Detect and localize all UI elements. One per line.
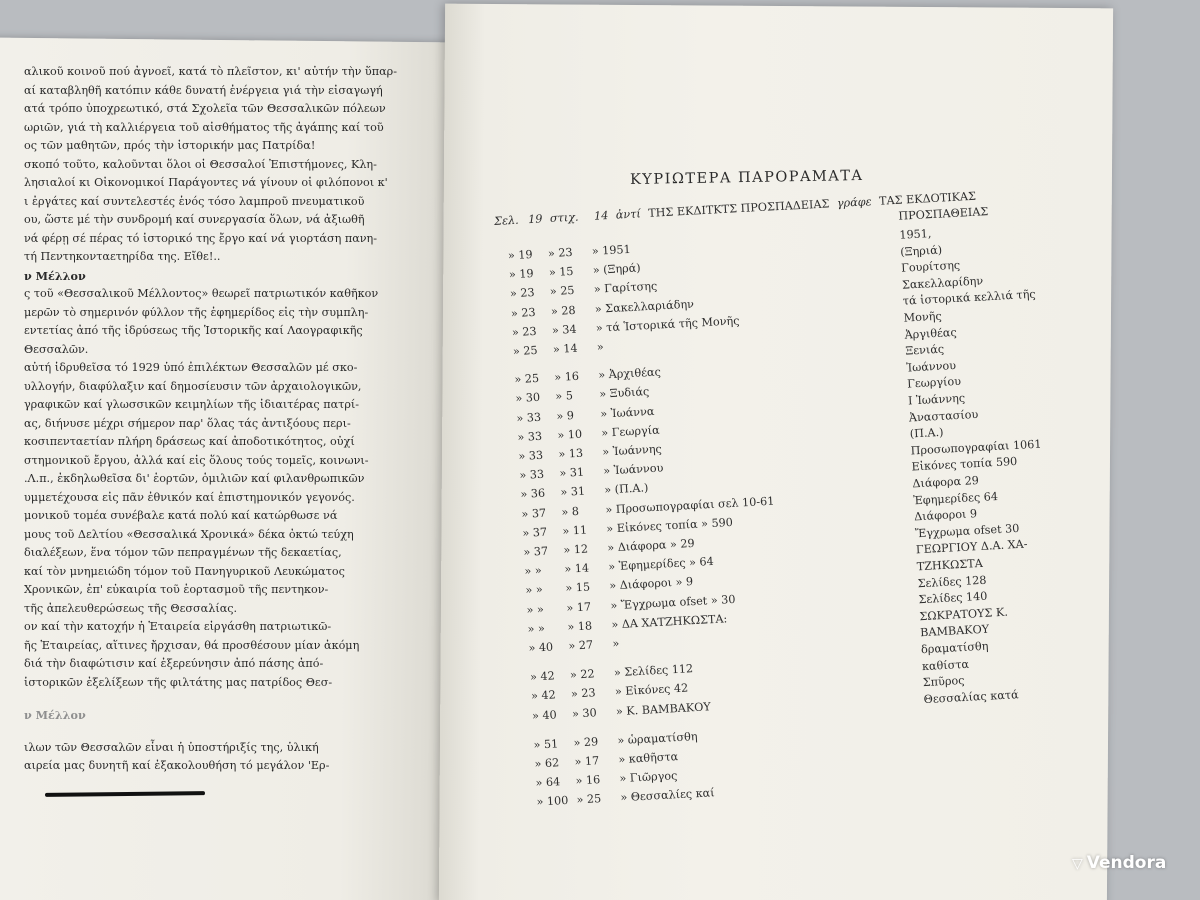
errata-line: » 14 — [564, 561, 590, 576]
errata-wrong: » ΔΑ ΧΑΤΖΗΚΩΣΤΑ: — [611, 612, 728, 632]
text-line: ας, διήνυσε μέχρι σήμερον παρ' ὅλας τάς ἀντιξόους περι- — [24, 416, 351, 430]
errata-row — [504, 404, 655, 428]
text-line: διαλέξεων, ἕνα τόμον τῶν πεπραγμένων τῆς δεκαετίας, — [24, 546, 342, 559]
errata-page: » 62 — [534, 756, 560, 771]
errata-page: » 37 — [521, 506, 547, 521]
errata-row — [498, 279, 658, 304]
errata-page: » 33 — [517, 429, 543, 444]
errata-page: » 42 — [529, 669, 555, 684]
errata-page: » 19 — [508, 267, 534, 282]
errata-page: » 51 — [533, 737, 559, 752]
errata-wrong: » (Π.Α.) — [604, 481, 649, 497]
errata-page: » 23 — [510, 305, 536, 320]
errata-page: » 25 — [514, 372, 540, 387]
errata-correct: Ι Ἰωάννης — [907, 391, 966, 408]
errata-wrong: » Εἰκόνες τοπία » 590 — [606, 515, 734, 536]
text-line: ωριῶν, γιά τὴ καλλιέργεια τοῦ αἰσθήματος τῆς ἀγάπης καί τοῦ — [24, 120, 384, 134]
errata-wrong: » Ξυδιάς — [598, 385, 650, 402]
errata-correct: Ἰωάννου — [906, 358, 957, 375]
errata-line: » 22 — [569, 667, 595, 682]
text-line: ῆς Ἑταιρείας, αἵτινες ἤρχισαν, θά προσθέσουν μίαν ἀκόμη — [24, 638, 360, 652]
text-line: ου, ὥστε μέ τὴν συνδρομή καί συνεργασία ὅλων, νά ἀξιωθῆ — [24, 213, 365, 226]
errata-line: » 11 — [562, 523, 588, 538]
errata-line: » 29 — [573, 735, 599, 750]
header-line: 14 — [593, 208, 609, 223]
text-line: ον καί τὴν κατοχήν ἡ Ἑταιρεία εἰργάσθη πατριωτικῶ- — [24, 620, 332, 633]
header-right-2: ΠΡΟΣΠΑΘΕΙΑΣ — [898, 205, 989, 223]
section-heading: ν Μέλλον — [24, 708, 86, 722]
errata-correct: Μονῆς — [903, 309, 943, 325]
errata-wrong: » Γεωργία — [600, 423, 660, 440]
errata-correct: Διάφορα 29 — [912, 473, 980, 491]
text-line: καί τὸν μνημειώδη τόμον τοῦ Πανηγυρικοῦ Λευκώματος — [24, 564, 345, 578]
text-line: σκοπό τοῦτο, καλοῦνται ὅλοι οἱ Θεσσαλοί Ἐπιστήμονες, Κλη- — [24, 157, 377, 171]
errata-correct: Θεσσαλίας κατά — [923, 687, 1019, 706]
errata-row — [516, 637, 620, 658]
errata-correct: καθίστα — [921, 657, 970, 673]
errata-correct: τά ἱστορικά κελλιά τῆς — [902, 288, 1036, 309]
header-wrong: ΤΗΣ ΕΚΔΙΤΚΤΣ ΠΡΟΣΠΑΔΕΙΑΣ — [647, 197, 830, 220]
errata-wrong: » Σακελλαριάδην — [594, 297, 695, 316]
errata-correct: (Ξηριά) — [899, 243, 943, 259]
errata-wrong: » 1951 — [591, 242, 631, 258]
errata-line: » 25 — [549, 284, 575, 299]
errata-page: » 37 — [523, 544, 549, 559]
text-line: αί καταβληθῆ κατόπιν κάθε δυνατή ἐνέργεια γιά τὴν εἰσαγωγή — [24, 83, 383, 97]
errata-page: » 23 — [511, 324, 537, 339]
errata-wrong: » Γιῶργος — [619, 769, 678, 786]
errata-line: » 23 — [570, 686, 596, 701]
errata-wrong: » τά Ἱστορικά τῆς Μονῆς — [595, 314, 740, 335]
errata-wrong: » Ἰωάννα — [599, 404, 655, 421]
text-line: εντετίας ἀπό τῆς ἱδρύσεως τῆς Ἱστορικῆς καί Λαογραφικῆς — [24, 324, 363, 337]
left-page-text — [24, 63, 464, 776]
errata-page: » 40 — [528, 640, 554, 655]
errata-row — [510, 515, 734, 543]
text-line: στημονικοῦ ἔργου, ἀλλά καί εἰς ὅλους τούς τομεῖς, κοινωνι- — [24, 453, 369, 467]
text-line: αλικοῦ κοινοῦ πού ἀγνοεῖ, κατά τὸ πλεῖστον, κι' αὐτήν τὴν ὕπαρ- — [24, 65, 398, 78]
text-line — [24, 725, 464, 739]
text-line: μους τοῦ Δελτίου «Θεσσαλικά Χρονικά» δέκα ὀκτώ τεύχη — [24, 527, 354, 541]
errata-row — [496, 242, 631, 266]
errata-correct: Ἀναστασίου — [908, 407, 979, 425]
text-line: λησιαλοί κι Οἰκονομικοί Παράγοντες νά γίνουν οἱ φιλόπονοι κ' — [24, 176, 388, 189]
errata-line: » 28 — [550, 303, 576, 318]
errata-wrong: » Σελίδες 112 — [613, 662, 694, 680]
vendora-logo-icon: ▽ — [1072, 856, 1083, 872]
errata-wrong: » ὡραματίσθη — [617, 729, 698, 748]
errata-table — [493, 172, 1061, 809]
errata-line: » 8 — [561, 504, 580, 519]
errata-page: » » — [524, 564, 543, 579]
text-line: Χρονικῶν, ἐπ' εὐκαιρία τοῦ ἑορτασμοῦ τῆς πεντηκον- — [24, 583, 329, 596]
errata-row — [508, 481, 649, 505]
errata-page: » 33 — [516, 410, 542, 425]
errata-correct: Σπῦρος — [922, 674, 965, 690]
errata-correct: Γουρίτσης — [900, 258, 961, 275]
errata-correct: Προσωπογραφίαι 1061 — [910, 437, 1042, 458]
header-stix: στιχ. — [549, 210, 579, 226]
errata-line: » 15 — [548, 265, 574, 280]
errata-line: » 10 — [557, 427, 583, 442]
header-grafe: γράφε — [836, 195, 872, 210]
errata-row — [513, 575, 694, 601]
errata-line: » 12 — [563, 542, 589, 557]
text-line: Θεσσαλῶν. — [24, 342, 89, 356]
errata-page: » » — [527, 621, 546, 636]
errata-row — [515, 612, 728, 639]
errata-wrong: » Προσωπογραφίαι σελ 10-61 — [605, 494, 775, 517]
errata-correct: Διάφοροι 9 — [913, 507, 978, 524]
errata-correct: ΣΩΚΡΑΤΟΥΣ Κ. — [919, 605, 1009, 624]
errata-line: » 13 — [558, 446, 584, 461]
errata-row — [511, 536, 695, 563]
text-line: μερῶν τὸ σημερινόν φύλλον τῆς ἐφημερίδος εἰς τὴν συμπλη- — [24, 305, 369, 319]
errata-line: » 25 — [576, 792, 602, 807]
errata-wrong: » Ἰωάννου — [603, 461, 664, 478]
errata-line: » 18 — [567, 619, 593, 634]
header-anti: ἀντί — [615, 207, 642, 222]
errata-correct: Γεωργίου — [906, 375, 962, 391]
header-sel: Σελ. — [493, 213, 519, 228]
errata-line: » 17 — [566, 600, 592, 615]
text-line: κοσιπενταετίαν πλήρη δράσεως καί ἀποδοτικότητος, οὐχί — [24, 435, 355, 448]
watermark-text: Vendora — [1086, 853, 1167, 873]
errata-row — [507, 461, 664, 486]
errata-row — [520, 699, 711, 726]
errata-wrong: » — [612, 637, 620, 651]
errata-wrong: » Διάφορα » 29 — [607, 536, 695, 555]
errata-page: » 30 — [515, 391, 541, 406]
errata-wrong: » Ἰωάννης — [602, 442, 663, 459]
errata-line: » 34 — [551, 322, 577, 337]
errata-line: » 23 — [547, 245, 573, 261]
text-line: ος τῶν μαθητῶν, πρός τὴν ἱστορικήν μας Πατρίδα! — [24, 139, 316, 152]
errata-wrong: » Θεσσαλίες καί — [620, 786, 715, 805]
errata-row — [501, 340, 605, 362]
errata-wrong: » Γαρίτσης — [593, 279, 658, 297]
text-line: γραφικῶν καί γλωσσικῶν κειμηλίων τῆς ἰδιαιτέρας πατρί- — [24, 398, 360, 411]
text-line: ατά τρόπο ὑποχρεωτικό, στά Σχολεῖα τῶν Θεσσαλικῶν πόλεων — [24, 102, 386, 115]
errata-row — [502, 365, 662, 390]
errata-row — [506, 442, 663, 467]
text-line: μονικοῦ τομέα συνέβαλε κατά πολύ καί κατώρθωσε νά — [24, 509, 338, 522]
text-line: ι ἐργάτες καί συντελεστές ἑνός τόσο λαμπροῦ πνευματικοῦ — [24, 194, 365, 208]
text-line — [24, 692, 464, 706]
errata-row — [518, 662, 694, 688]
errata-correct: δραματίσθη — [920, 639, 989, 657]
errata-row — [500, 314, 740, 343]
errata-correct: ΓΕΩΡΓΙΟΥ Δ.Α. ΧΑ- — [915, 537, 1028, 557]
errata-wrong: » — [596, 340, 605, 354]
errata-line: » 15 — [565, 580, 591, 596]
text-line: αὐτή ἱδρυθεῖσα τό 1929 ὑπό ἐπιλέκτων Θεσσαλῶν μέ σκο- — [24, 361, 358, 374]
errata-row — [505, 423, 660, 447]
text-line: αιρεία μας δυνητῆ καί ἐξακολουθήση τό μεγάλον 'Ερ- — [24, 759, 330, 772]
errata-correct: Ἀργιθέας — [904, 325, 957, 342]
errata-correct: (Π.Α.) — [909, 425, 944, 441]
errata-row — [499, 297, 695, 323]
errata-correct: ΒΑΜΒΑΚΟΥ — [919, 623, 990, 640]
errata-page: » 37 — [522, 525, 548, 540]
errata-wrong: » Διάφοροι » 9 — [609, 575, 694, 593]
errata-page: » 100 — [536, 794, 569, 809]
errata-line: » 5 — [555, 389, 574, 404]
errata-page: » 33 — [518, 448, 544, 464]
errata-page: » 19 — [507, 248, 533, 263]
errata-page: » 25 — [512, 343, 538, 359]
errata-page: » 40 — [531, 707, 557, 723]
errata-page: » » — [526, 602, 545, 617]
errata-line: » 30 — [571, 705, 597, 721]
errata-page: » 42 — [530, 688, 556, 704]
header-right-1: ΤΑΣ ΕΚΔΟΤΙΚΑΣ — [878, 189, 977, 208]
section-heading: ν Μέλλον — [24, 268, 86, 283]
errata-wrong: » Κ. ΒΑΜΒΑΚΟΥ — [615, 699, 711, 718]
errata-correct: ΤΖΗΚΩΣΤΑ — [916, 556, 984, 574]
errata-wrong: » καθῆστα — [618, 750, 679, 767]
errata-wrong: » Ἐφημερίδες » 64 — [608, 555, 715, 574]
text-line: .Λ.π., ἐκδηλωθεῖσα δι' ἑορτῶν, ὁμιλιῶν καί φιλανθρωπικῶν — [24, 472, 365, 485]
errata-page: » 36 — [520, 487, 546, 502]
text-line: τῆς ἀπελευθερώσεως τῆς Θεσσαλίας. — [24, 601, 238, 615]
errata-wrong: » Ἀρχιθέας — [597, 365, 662, 382]
errata-line: » 14 — [552, 341, 578, 357]
text-line: τή Πεντηκονταετηρίδα της. Εἴθε!.. — [24, 250, 221, 263]
errata-wrong: » Ἔγχρωμα ofset » 30 — [610, 592, 736, 612]
errata-line: » 31 — [559, 465, 585, 481]
errata-correct: Σακελλαρίδην — [901, 274, 984, 292]
errata-correct: Εἰκόνες τοπία 590 — [911, 455, 1018, 474]
errata-row — [514, 592, 736, 620]
errata-correct: Σελίδες 128 — [917, 573, 987, 590]
errata-line: » 16 — [554, 369, 580, 385]
errata-page: » » — [525, 583, 544, 598]
errata-correct: Ἔγχρωμα ofset 30 — [914, 521, 1020, 541]
errata-wrong: » Εἰκόνες 42 — [614, 681, 689, 699]
errata-row — [503, 385, 650, 409]
text-line: υλλογήν, διαφύλαξιν καί δημοσίευσιν τῶν ἀρχαιολογικῶν, — [24, 379, 362, 393]
watermark — [1072, 853, 1166, 873]
text-line: υμμετέχουσα εἰς πᾶν ἐθνικόν καί ἐπιστημονικόν γεγονός. — [24, 490, 355, 504]
errata-line: » 17 — [574, 754, 600, 769]
errata-page: » 33 — [519, 467, 545, 483]
text-line: ς τοῦ «Θεσσαλικοῦ Μέλλοντος» θεωρεῖ πατριωτικόν καθῆκον — [24, 287, 379, 300]
text-line: διά τὴν διαφώτισιν καί ἐξερεύνησιν ἀπό πάσης ἀπό- — [24, 657, 324, 670]
errata-page: » 64 — [535, 775, 561, 790]
errata-line: » 16 — [575, 773, 601, 788]
errata-correct: Ξενιάς — [905, 342, 945, 358]
errata-correct: Σελίδες 140 — [918, 589, 988, 607]
errata-title: ΚΥΡΙΩΤΕΡΑ ΠΑΡΟΡΑΜΑΤΑ — [629, 167, 864, 189]
errata-correct: 1951, — [899, 227, 932, 242]
text-line: νά φέρῃ σέ πέρας τό ἱστορικό της ἔργο καί νά γιορτάση πανη- — [24, 231, 378, 245]
header-page: 19 — [527, 212, 543, 227]
errata-row — [497, 261, 641, 285]
errata-row — [512, 555, 715, 582]
errata-line: » 9 — [556, 408, 575, 423]
errata-wrong: » (Ξηρά) — [592, 261, 641, 278]
text-line: ἱστορικῶν ἐξελίξεων τῆς φιλτάτης μας πατρίδος Θεσ- — [24, 675, 333, 689]
errata-line: » 27 — [568, 638, 594, 653]
errata-row — [519, 681, 689, 707]
errata-line: » 31 — [560, 484, 586, 500]
errata-page: » 23 — [509, 286, 535, 301]
text-line: ιλων τῶν Θεσσαλῶν εἶναι ἡ ὑποστήριξίς της, ὑλική — [24, 740, 319, 754]
errata-correct: Ἐφημερίδες 64 — [912, 489, 999, 507]
